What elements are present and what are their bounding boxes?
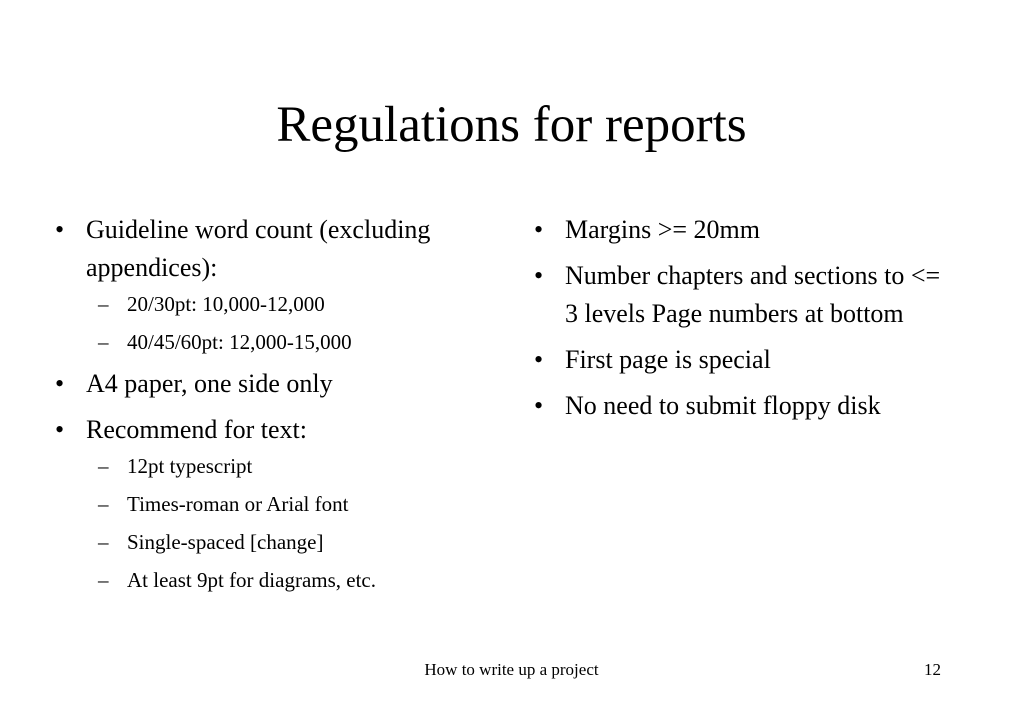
bullet-icon: • <box>534 391 544 420</box>
sub-bullet-text: 20/30pt: 10,000-12,000 <box>127 292 325 316</box>
bullet-icon: • <box>534 215 544 244</box>
sub-bullet-text: Single-spaced [change] <box>127 530 324 554</box>
bullet-item <box>55 365 475 403</box>
bullet-item <box>55 411 475 595</box>
sub-bullet-text: At least 9pt for diagrams, etc. <box>127 568 377 592</box>
bullet-icon: • <box>55 415 65 444</box>
bullet-item <box>534 257 954 333</box>
bullet-text: First page is special <box>565 345 771 374</box>
dash-icon: – <box>98 568 109 592</box>
bullet-text: No need to submit floppy disk <box>565 391 881 420</box>
bullet-item <box>534 211 954 249</box>
bullet-item <box>55 211 475 357</box>
dash-icon: – <box>98 492 109 516</box>
bullet-icon: • <box>55 369 65 398</box>
slide-title: Regulations for reports <box>276 97 747 153</box>
footer-text: How to write up a project <box>424 660 599 679</box>
sub-bullet-item <box>86 451 475 481</box>
sub-bullet-item <box>86 565 475 595</box>
right-bullet-list <box>534 211 954 433</box>
sub-bullet-item <box>86 327 475 357</box>
page-number: 12 <box>924 660 941 679</box>
sub-bullet-item <box>86 527 475 557</box>
sub-bullet-item <box>86 489 475 519</box>
bullet-icon: • <box>534 345 544 374</box>
sub-bullet-text: Times-roman or Arial font <box>127 492 349 516</box>
bullet-text: Recommend for text: <box>86 415 307 444</box>
sub-bullet-list <box>86 451 475 595</box>
sub-bullet-list <box>86 289 475 357</box>
bullet-item <box>534 387 954 425</box>
dash-icon: – <box>98 530 109 554</box>
bullet-text: Guideline word count (excluding appendices): <box>86 215 431 282</box>
bullet-icon: • <box>55 215 65 244</box>
bullet-text: A4 paper, one side only <box>86 369 333 398</box>
bullet-icon: • <box>534 261 544 290</box>
left-bullet-list <box>55 211 475 603</box>
bullet-item <box>534 341 954 379</box>
dash-icon: – <box>98 454 109 478</box>
dash-icon: – <box>98 292 109 316</box>
dash-icon: – <box>98 330 109 354</box>
sub-bullet-text: 12pt typescript <box>127 454 253 478</box>
sub-bullet-text: 40/45/60pt: 12,000-15,000 <box>127 330 352 354</box>
bullet-text: Number chapters and sections to <= 3 levels Page numbers at bottom <box>565 261 941 328</box>
sub-bullet-item <box>86 289 475 319</box>
bullet-text: Margins >= 20mm <box>565 215 760 244</box>
